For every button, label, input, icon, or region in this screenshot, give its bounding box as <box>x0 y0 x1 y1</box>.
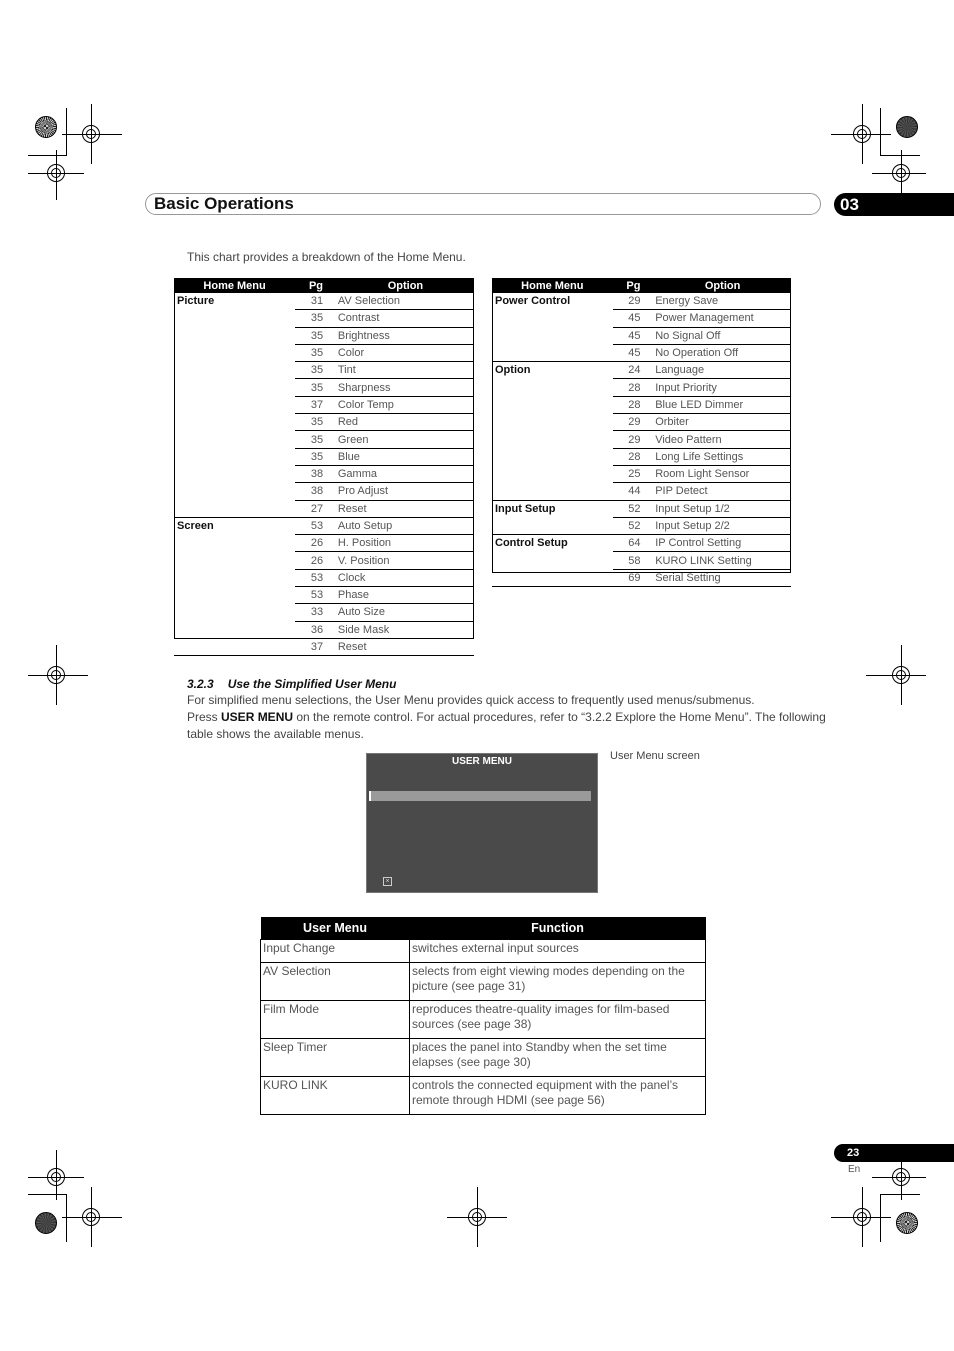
page-ref: 45 <box>613 310 655 327</box>
column-header-user-menu: User Menu <box>261 917 410 940</box>
chapter-badge: 03 <box>834 193 954 216</box>
column-header-function: Function <box>410 917 706 940</box>
page-ref: 36 <box>295 621 337 638</box>
page-ref: 37 <box>295 396 337 413</box>
intro-text: This chart provides a breakdown of the Home Menu. <box>187 250 466 264</box>
option-name: Language <box>654 362 791 379</box>
function-description: selects from eight viewing modes depending on the picture (see page 31) <box>410 962 706 1000</box>
function-description: places the panel into Standby when the set time elapses (see page 30) <box>410 1038 706 1076</box>
user-menu-item: AV Selection <box>261 962 410 1000</box>
page-ref: 31 <box>295 293 337 310</box>
table-row <box>492 293 791 310</box>
color-target-icon <box>35 1212 57 1234</box>
page-ref: 35 <box>295 448 337 465</box>
close-icon: × <box>383 877 392 886</box>
option-name: Side Mask <box>337 621 474 638</box>
option-name: Input Priority <box>654 379 791 396</box>
column-header-pg: Pg <box>295 278 337 293</box>
option-name: Pro Adjust <box>337 483 474 500</box>
color-target-icon <box>35 116 57 138</box>
option-name: Sharpness <box>337 379 474 396</box>
page-ref: 45 <box>613 327 655 344</box>
column-header-home-menu: Home Menu <box>492 278 613 293</box>
column-header-home-menu: Home Menu <box>174 278 295 293</box>
page-ref: 52 <box>613 517 655 534</box>
screen-highlight-row <box>369 791 591 801</box>
page-ref: 28 <box>613 396 655 413</box>
option-name: Serial Setting <box>654 569 791 586</box>
user-menu-screen <box>366 753 598 893</box>
section-title: Use the Simplified User Menu <box>227 677 397 691</box>
function-description: switches external input sources <box>410 940 706 963</box>
option-name: No Signal Off <box>654 327 791 344</box>
option-name: KURO LINK Setting <box>654 552 791 569</box>
table-row <box>261 962 706 1000</box>
table-row <box>261 1000 706 1038</box>
page-ref: 29 <box>613 293 655 310</box>
option-name: Green <box>337 431 474 448</box>
page-ref: 69 <box>613 569 655 586</box>
section-label: Screen <box>174 517 295 655</box>
paragraph-rest: on the remote control. For actual procedures, refer to “3.2.2 Explore the Home Menu”. The following table shows the available menus. <box>187 710 826 741</box>
option-name: Long Life Settings <box>654 448 791 465</box>
section-number: 3.2.3 <box>187 677 214 691</box>
table-row <box>492 535 791 552</box>
column-header-option: Option <box>654 278 791 293</box>
section-label: Power Control <box>492 293 613 362</box>
page-ref: 44 <box>613 483 655 500</box>
table-row <box>261 1076 706 1114</box>
table-row <box>492 500 791 517</box>
option-name: Auto Setup <box>337 517 474 534</box>
option-name: Gamma <box>337 465 474 482</box>
page-ref: 38 <box>295 483 337 500</box>
option-name: Orbiter <box>654 414 791 431</box>
language-label: En <box>848 1164 861 1175</box>
page-ref: 25 <box>613 465 655 482</box>
user-menu-item: Film Mode <box>261 1000 410 1038</box>
table-row <box>492 362 791 379</box>
page-ref: 35 <box>295 310 337 327</box>
section-label: Option <box>492 362 613 500</box>
option-name: Contrast <box>337 310 474 327</box>
option-name: Phase <box>337 587 474 604</box>
page-ref: 53 <box>295 587 337 604</box>
option-name: Input Setup 1/2 <box>654 500 791 517</box>
option-name: IP Control Setting <box>654 535 791 552</box>
option-name: Clock <box>337 569 474 586</box>
user-menu-item: Sleep Timer <box>261 1038 410 1076</box>
page-ref: 35 <box>295 344 337 361</box>
page-ref: 45 <box>613 344 655 361</box>
column-header-pg: Pg <box>613 278 655 293</box>
page-ref: 29 <box>613 431 655 448</box>
option-name: Reset <box>337 500 474 517</box>
page-ref: 53 <box>295 569 337 586</box>
home-menu-table-left <box>174 278 474 656</box>
color-target-icon <box>896 1212 918 1234</box>
screen-caption: User Menu screen <box>610 750 700 762</box>
page-number: 23 <box>834 1144 954 1162</box>
page-ref: 28 <box>613 448 655 465</box>
color-target-icon <box>896 116 918 138</box>
user-menu-key: USER MENU <box>221 710 294 724</box>
screen-title: USER MENU <box>451 756 512 767</box>
page-ref: 28 <box>613 379 655 396</box>
user-menu-item: Input Change <box>261 940 410 963</box>
section-label: Picture <box>174 293 295 517</box>
option-name: Blue <box>337 448 474 465</box>
option-name: Blue LED Dimmer <box>654 396 791 413</box>
option-name: Tint <box>337 362 474 379</box>
option-name: Video Pattern <box>654 431 791 448</box>
page-ref: 35 <box>295 362 337 379</box>
function-description: controls the connected equipment with the panel’s remote through HDMI (see page 56) <box>410 1076 706 1114</box>
section-label: Control Setup <box>492 535 613 587</box>
option-name: H. Position <box>337 535 474 552</box>
home-menu-table-right <box>492 278 791 587</box>
page-ref: 35 <box>295 327 337 344</box>
option-name: Room Light Sensor <box>654 465 791 482</box>
option-name: AV Selection <box>337 293 474 310</box>
paragraph-line-1: For simplified menu selections, the User Menu provides quick access to frequently used menus/submenus. <box>187 693 755 707</box>
table-row <box>174 293 474 310</box>
section-paragraph <box>187 692 827 743</box>
option-name: Reset <box>337 638 474 655</box>
option-name: Red <box>337 414 474 431</box>
option-name: Power Management <box>654 310 791 327</box>
table-row <box>174 517 474 534</box>
page-ref: 35 <box>295 414 337 431</box>
option-name: Color Temp <box>337 396 474 413</box>
page-ref: 26 <box>295 535 337 552</box>
section-label: Input Setup <box>492 500 613 535</box>
page-ref: 64 <box>613 535 655 552</box>
page-ref: 27 <box>295 500 337 517</box>
page-ref: 29 <box>613 414 655 431</box>
page-ref: 26 <box>295 552 337 569</box>
option-name: PIP Detect <box>654 483 791 500</box>
option-name: No Operation Off <box>654 344 791 361</box>
page-title: Basic Operations <box>154 194 294 213</box>
user-menu-table <box>260 917 706 1115</box>
page-ref: 35 <box>295 379 337 396</box>
option-name: Auto Size <box>337 604 474 621</box>
paragraph-press: Press <box>187 710 222 724</box>
option-name: Brightness <box>337 327 474 344</box>
function-description: reproduces theatre-quality images for film-based sources (see page 38) <box>410 1000 706 1038</box>
page-ref: 38 <box>295 465 337 482</box>
page-ref: 37 <box>295 638 337 655</box>
page-ref: 33 <box>295 604 337 621</box>
option-name: Color <box>337 344 474 361</box>
page-ref: 58 <box>613 552 655 569</box>
table-row <box>261 1038 706 1076</box>
option-name: Input Setup 2/2 <box>654 517 791 534</box>
option-name: V. Position <box>337 552 474 569</box>
table-row <box>261 940 706 963</box>
section-heading <box>187 677 396 691</box>
page-ref: 35 <box>295 431 337 448</box>
page-ref: 53 <box>295 517 337 534</box>
page-ref: 24 <box>613 362 655 379</box>
column-header-option: Option <box>337 278 474 293</box>
option-name: Energy Save <box>654 293 791 310</box>
page-ref: 52 <box>613 500 655 517</box>
user-menu-item: KURO LINK <box>261 1076 410 1114</box>
